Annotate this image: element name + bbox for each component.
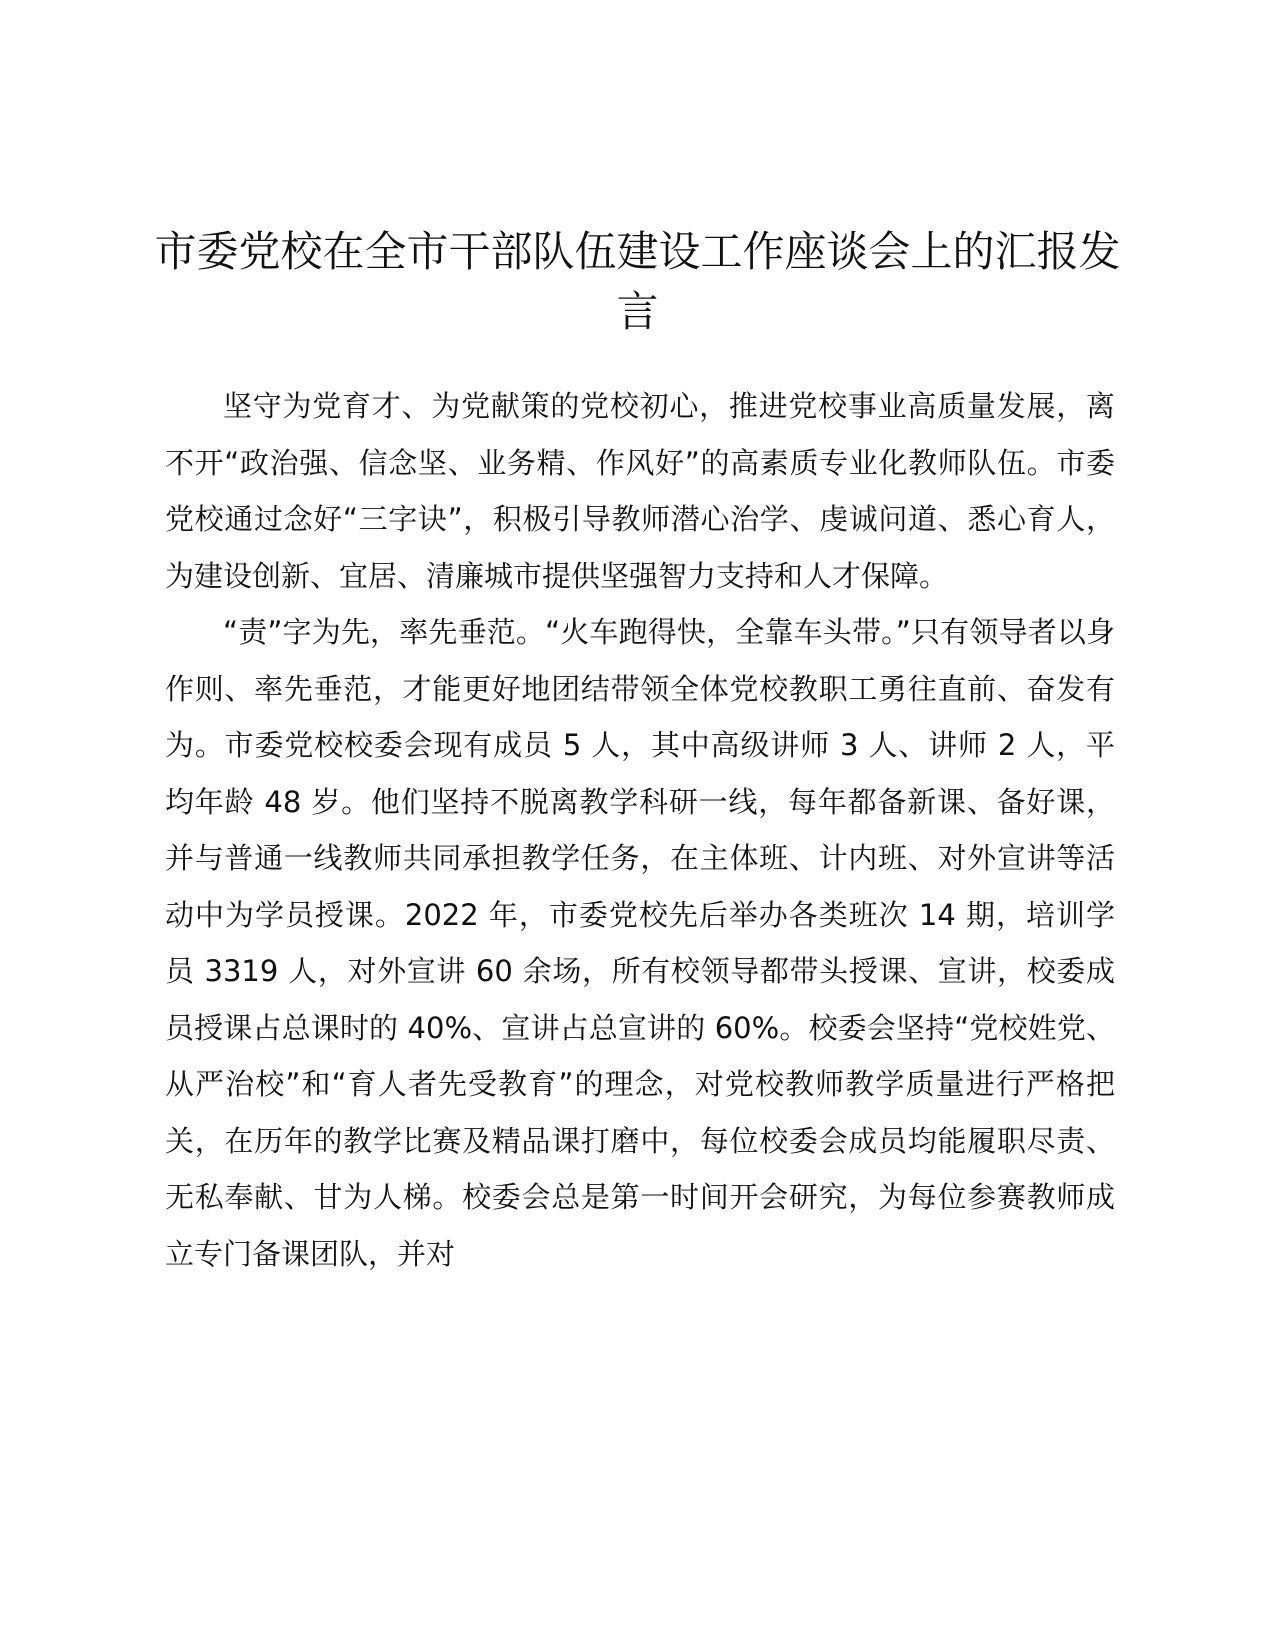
paragraph-intro: 坚守为党育才、为党献策的党校初心，推进党校事业高质量发展，离不开“政治强、信念坚、业务精、作风好”的高素质专业化教师队伍。市委党校通过念好“三字诀”，积极引导教师潜心治学、虔诚问道、悉心育人，为建设创新、宜居、清廉城市提供坚强智力支持和人才保障。 xyxy=(165,389,1115,593)
paragraph-responsibility: “责”字为先，率先垂范。“火车跑得快，全靠车头带。”只有领导者以身作则、率先垂范，才能更好地团结带领全体党校教职工勇往直前、奋发有为。市委党校校委会现有成员 5 人，其中高级讲师 3 人、讲师 2 人，平均年龄 48 岁。他们坚持不脱离教学科研一线，每年都备新课、备好课，并与普通一线教师共同承担教学任务，在主体班、计内班、对外宣讲等活动中为学员授课。2022 年，市委党校先后举办各类班次 14 期，培训学员 3319 人，对外宣讲 60 余场，所有校领导都带头授课、宣讲，校委成员授课占总课时的 40%、宣讲占总宣讲的 60%。校委会坚持“党校姓党、从严治校”和“育人者先受教育”的理念，对党校教师教学质量进行严格把关，在历年的教学比赛及精品课打磨中，每位校委会成员均能履职尽责、无私奉献、甘为人梯。校委会总是第一时间开会研究，为每位参赛教师成立专门备课团队，并对 xyxy=(165,615,1115,1271)
document-body xyxy=(165,378,1115,1282)
document-title: 市委党校在全市干部队伍建设工作座谈会上的汇报发言 xyxy=(154,227,1121,336)
